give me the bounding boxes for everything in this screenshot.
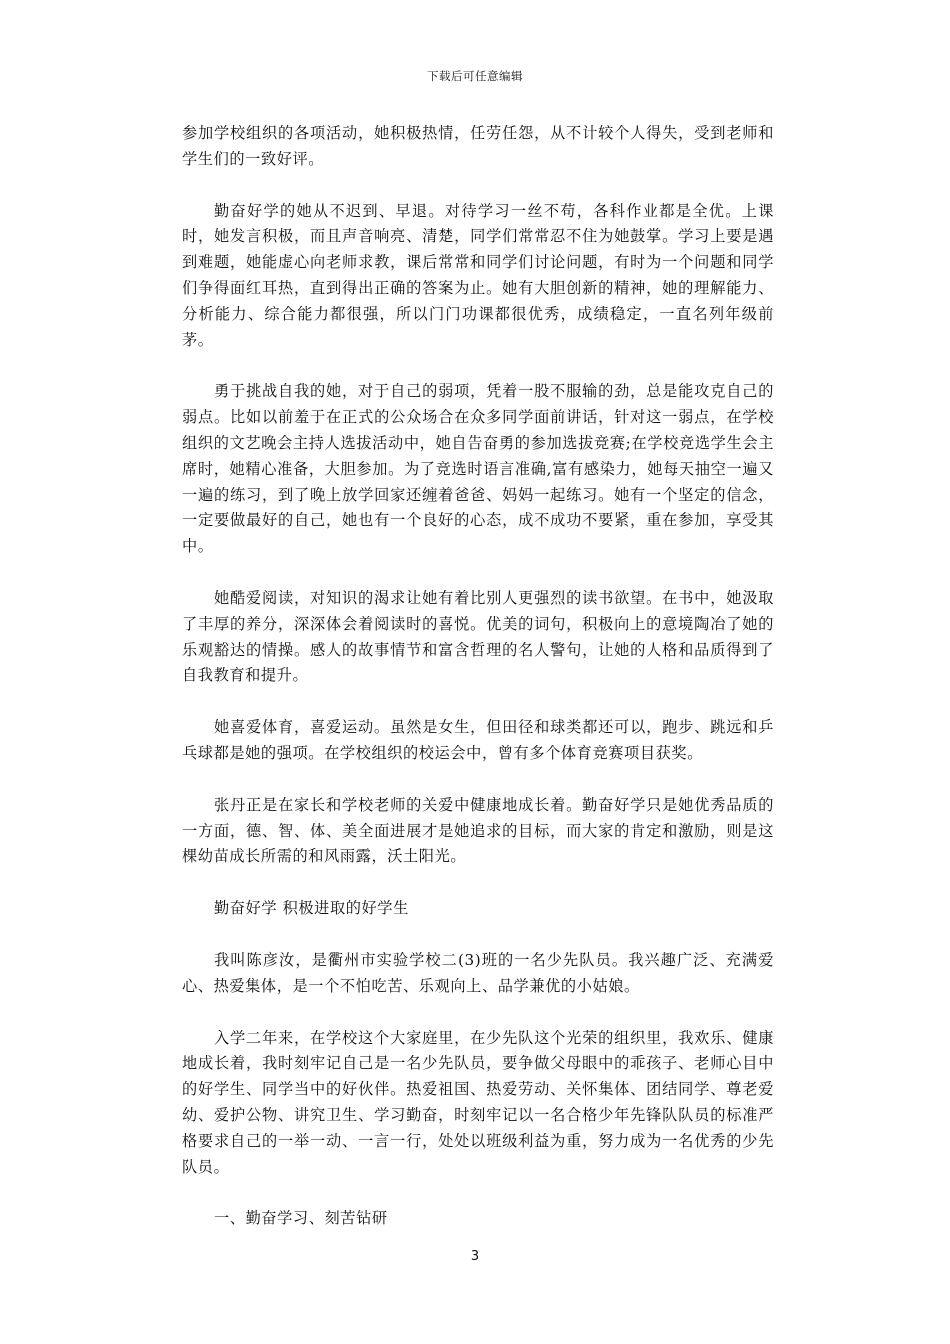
section-heading: 一、勤奋学习、刻苦钻研 <box>214 1209 388 1228</box>
document-body <box>182 121 774 1258</box>
section-heading: 勤奋好学 积极进取的好学生 <box>214 899 409 918</box>
paragraph: 我叫陈彦汝，是衢州市实验学校二(3)班的一名少先队员。我兴趣广泛、充满爱心、热爱集体，是一个不怕吃苦、乐观向上、品学兼优的小姑娘。 <box>182 950 774 995</box>
paragraph: 勇于挑战自我的她，对于自己的弱项，凭着一股不服输的劲，总是能攻克自己的弱点。比如以前羞于在正式的公众场合在众多同学面前讲话，针对这一弱点，在学校组织的文艺晚会主持人选拔活动中，她自告奋勇的参加选拔竞赛;在学校竞选学生会主席时，她精心准备，大胆参加。为了竞选时语言准确,富有感染力，她每天抽空一遍又一遍的练习，到了晚上放学回家还缠着爸爸、妈妈一起练习。她有一个坚定的信念，一定要做最好的自己，她也有一个良好的心态，成不成功不要紧，重在参加，享受其中。 <box>182 382 774 556</box>
paragraph: 参加学校组织的各项活动，她积极热情，任劳任怨，从不计较个人得失，受到老师和学生们的一致好评。 <box>182 124 774 168</box>
page-number: 3 <box>470 1249 480 1264</box>
paragraph: 她喜爱体育，喜爱运动。虽然是女生，但田径和球类都还可以，跑步、跳远和乒乓球都是她的强项。在学校组织的校运会中，曾有多个体育竞赛项目获奖。 <box>182 718 774 762</box>
paragraph: 张丹正是在家长和学校老师的关爱中健康地成长着。勤奋好学只是她优秀品质的一方面，德、智、体、美全面进展才是她追求的目标，而大家的肯定和激励，则是这棵幼苗成长所需的和风雨露，沃土阳光。 <box>182 795 774 866</box>
paragraph: 她酷爱阅读，对知识的渴求让她有着比别人更强烈的读书欲望。在书中，她汲取了丰厚的养分，深深体会着阅读时的喜悦。优美的词句，积极向上的意境陶冶了她的乐观豁达的情操。感人的故事情节和富含哲理的名人警句，让她的人格和品质得到了自我教育和提升。 <box>182 588 774 685</box>
paragraph: 勤奋好学的她从不迟到、早退。对待学习一丝不苟，各科作业都是全优。上课时，她发言积极，而且声音响亮、清楚，同学们常常忍不住为她鼓掌。学习上要是遇到难题，她能虚心向老师求教，课后常常和同学们讨论问题，有时为一个问题和同学们争得面红耳热，直到得出正确的答案为止。她有大胆创新的精神，她的理解能力、分析能力、综合能力都很强，所以门门功课都很优秀，成绩稳定，一直名列年级前茅。 <box>182 201 774 349</box>
page-header: 下载后可任意编辑 <box>427 69 523 83</box>
paragraph: 入学二年来，在学校这个大家庭里，在少先队这个光荣的组织里，我欢乐、健康地成长着，我时刻牢记自己是一名少先队员，要争做父母眼中的乖孩子、老师心目中的好学生、同学当中的好伙伴。热爱祖国、热爱劳动、关怀集体、团结同学、尊老爱幼、爱护公物、讲究卫生、学习勤奋，时刻牢记以一名合格少年先锋队队员的标准严格要求自己的一举一动、一言一行，处处以班级利益为重，努力成为一名优秀的少先队员。 <box>182 1028 774 1176</box>
